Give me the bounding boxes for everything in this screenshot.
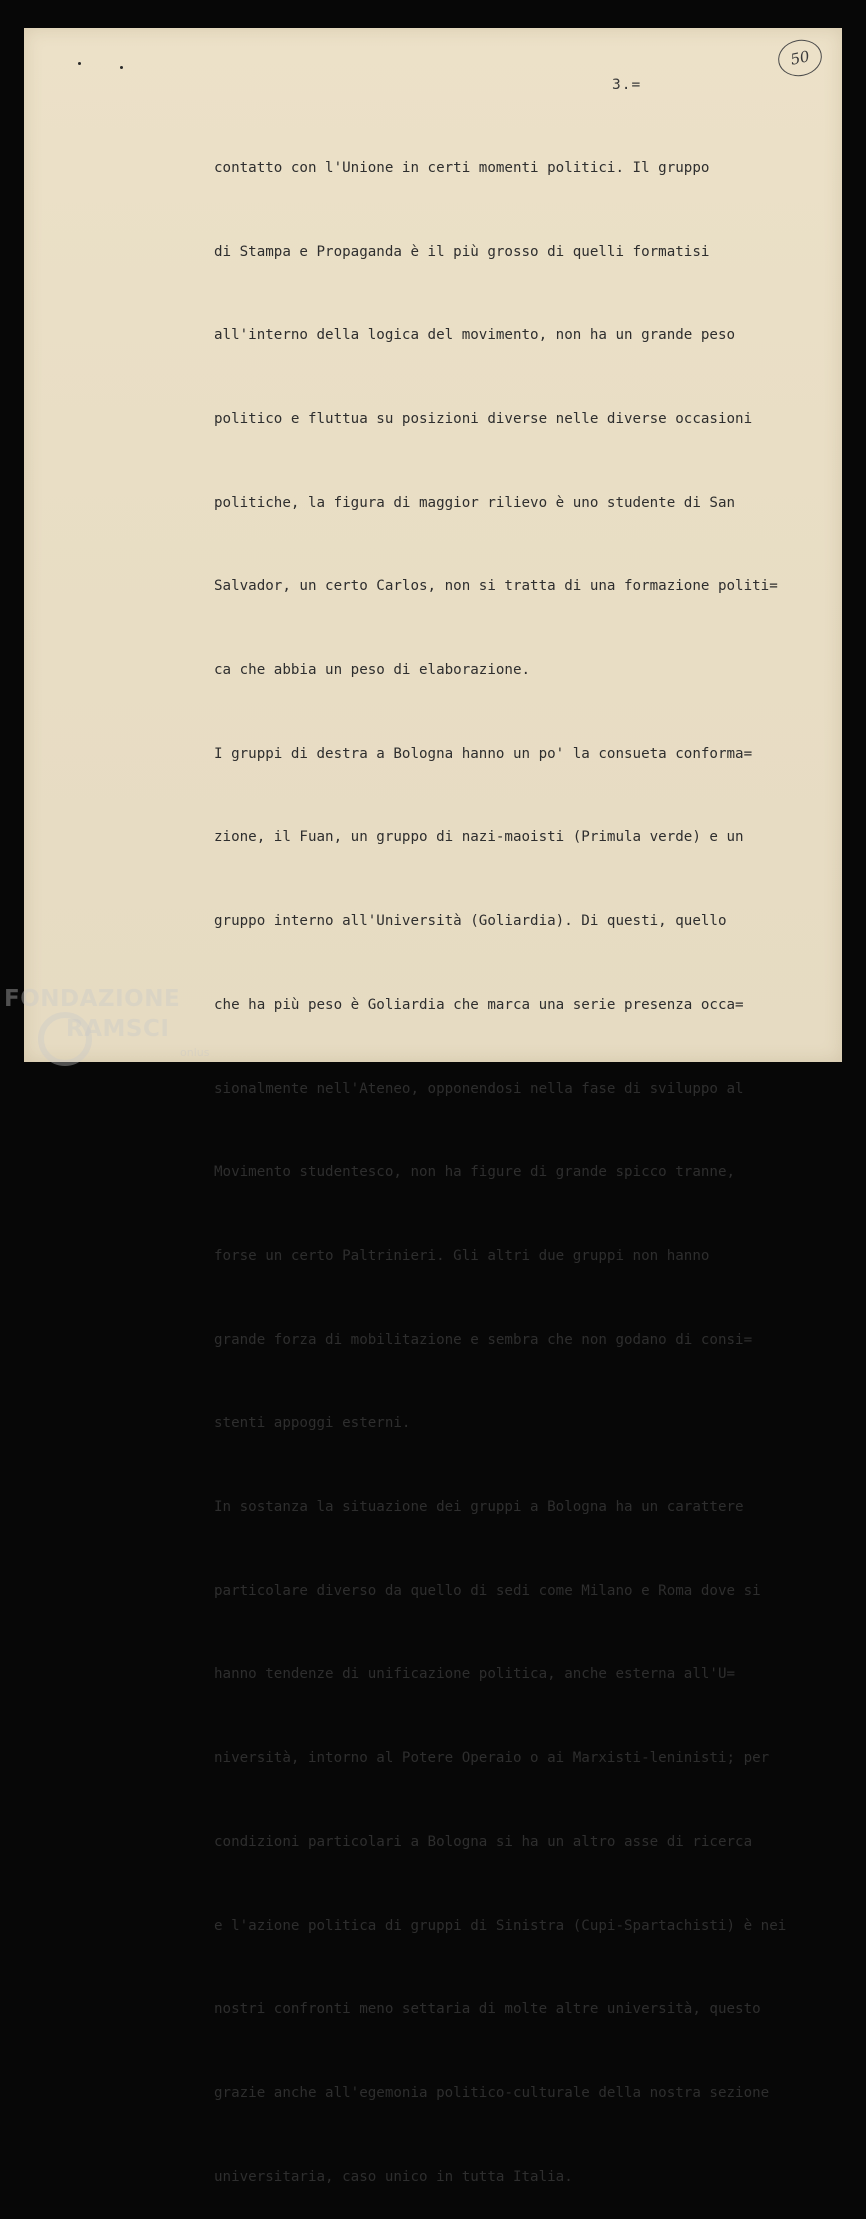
watermark-line2: RAMSCI — [66, 1016, 170, 1042]
fondazione-gramsci-watermark — [4, 986, 219, 1076]
text-line: zione, il Fuan, un gruppo di nazi-maoisti (Primula verde) e un — [214, 829, 744, 846]
text-line: nostri confronti meno settaria di molte altre università, questo — [214, 2001, 761, 2018]
text-line: contatto con l'Unione in certi momenti politici. Il gruppo — [214, 159, 710, 176]
folio-number-text: 50 — [788, 47, 812, 69]
text-line: universitaria, caso unico in tutta Italia. — [214, 2168, 573, 2185]
text-line: di Stampa e Propaganda è il più grosso di quelli formatisi — [214, 243, 710, 260]
text-line: politico e fluttua su posizioni diverse nelle diverse occasioni — [214, 410, 753, 427]
typewritten-body — [214, 99, 786, 2219]
text-line: e l'azione politica di gruppi di Sinistra (Cupi-Spartachisti) è nei — [214, 1917, 787, 1934]
ink-speck — [78, 62, 81, 65]
text-line: In sostanza la situazione dei gruppi a Bologna ha un carattere — [214, 1499, 744, 1516]
text-line: sionalmente nell'Ateneo, opponendosi nella fase di sviluppo al — [214, 1080, 744, 1097]
text-line: forse un certo Paltrinieri. Gli altri due gruppi non hanno — [214, 1247, 710, 1264]
text-line: grande forza di mobilitazione e sembra che non godano di consi= — [214, 1331, 753, 1348]
text-line: niversità, intorno al Potere Operaio o ai Marxisti-leninisti; per — [214, 1750, 770, 1767]
text-line: Movimento studentesco, non ha figure di grande spicco tranne, — [214, 1164, 736, 1181]
text-line: hanno tendenze di unificazione politica, anche esterna all'U= — [214, 1666, 736, 1683]
text-line: Salvador, un certo Carlos, non si tratta di una formazione politi= — [214, 578, 778, 595]
text-line: condizioni particolari a Bologna si ha un altro asse di ricerca — [214, 1833, 753, 1850]
text-line: politiche, la figura di maggior rilievo è uno studente di San — [214, 494, 736, 511]
text-line: I gruppi di destra a Bologna hanno un po' la consueta conforma= — [214, 745, 753, 762]
text-line: all'interno della logica del movimento, non ha un grande peso — [214, 327, 736, 344]
text-line: grazie anche all'egemonia politico-culturale della nostra sezione — [214, 2084, 770, 2101]
watermark-line1: FONDAZIONE — [4, 986, 181, 1012]
text-line: ca che abbia un peso di elaborazione. — [214, 662, 531, 679]
text-line: che ha più peso è Goliardia che marca una serie presenza occa= — [214, 996, 744, 1013]
text-line: stenti appoggi esterni. — [214, 1415, 411, 1432]
text-line: particolare diverso da quello di sedi come Milano e Roma dove si — [214, 1582, 761, 1599]
ink-speck — [120, 66, 123, 69]
watermark-onlus: onlus — [180, 1046, 210, 1059]
page-number: 3.= — [612, 77, 642, 93]
text-line: gruppo interno all'Università (Goliardia). Di questi, quello — [214, 913, 727, 930]
